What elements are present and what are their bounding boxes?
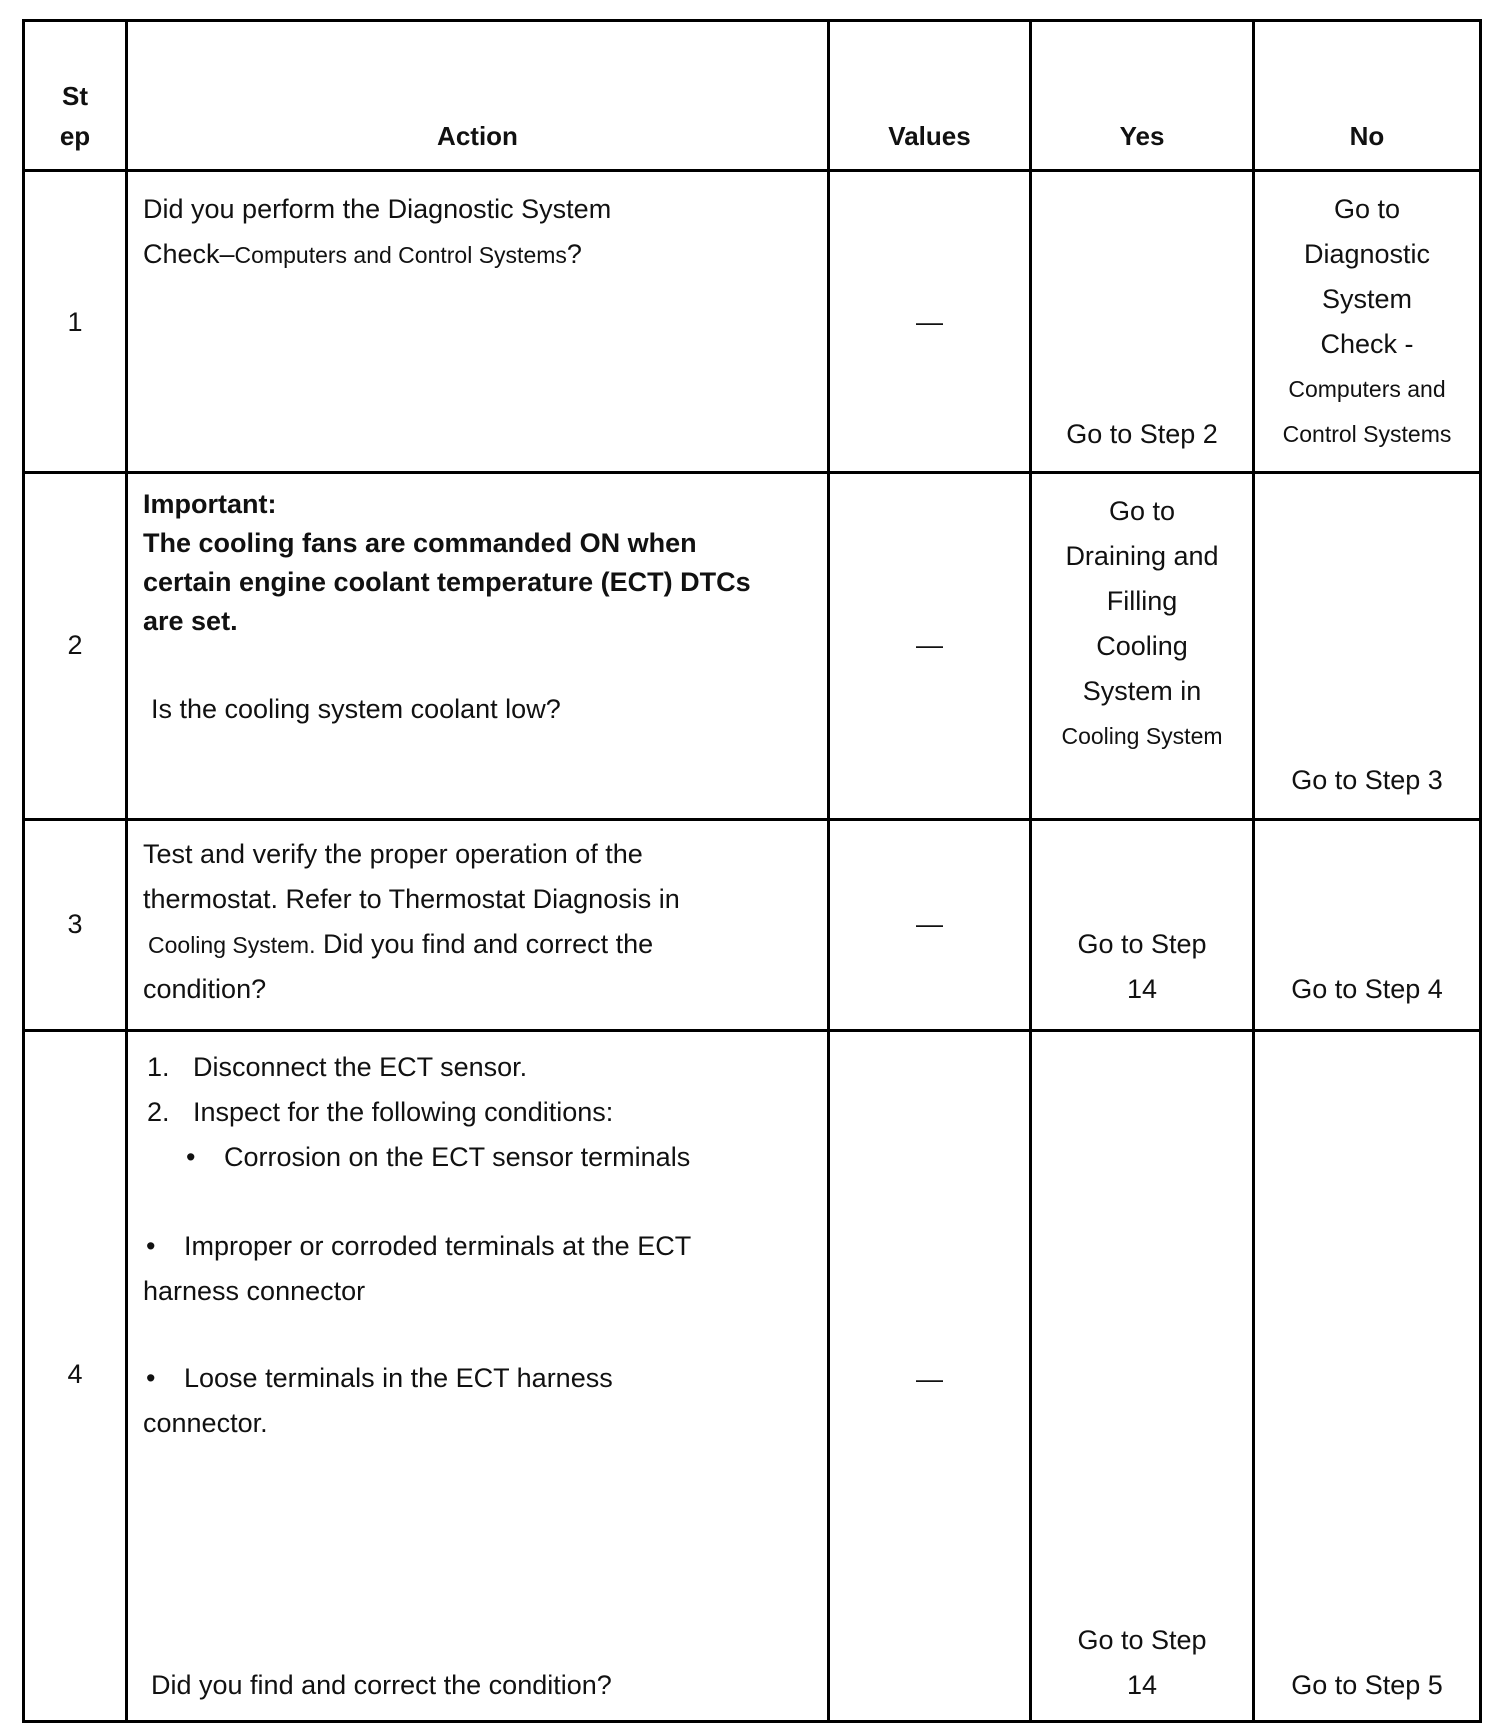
values-dash: — — [916, 630, 943, 660]
col-divider-action — [827, 19, 830, 1723]
important-note: The cooling fans are commanded ON when — [143, 528, 697, 558]
header-no: No — [1349, 121, 1385, 151]
no-action-line: Computers and — [1288, 376, 1446, 402]
header-action: Action — [437, 121, 518, 151]
bullet-glyph: • — [186, 1142, 196, 1172]
header-values: Values — [888, 121, 971, 151]
yes-action-line: Draining and — [1065, 541, 1219, 571]
values-dash: — — [916, 909, 943, 939]
yes-action-line: System in — [1082, 676, 1202, 706]
header-step-line2: ep — [59, 121, 91, 151]
table-border-right — [1479, 19, 1482, 1723]
action-text: Did you perform the Diagnostic System — [143, 194, 612, 224]
action-text: condition? — [143, 974, 267, 1004]
list-item: Disconnect the ECT sensor. — [193, 1052, 528, 1082]
list-item: Improper or corroded terminals at the ECT — [184, 1231, 692, 1261]
yes-action-line: Go to — [1108, 496, 1176, 526]
list-item: Corrosion on the ECT sensor terminals — [224, 1142, 691, 1172]
no-action-line: Go to — [1333, 194, 1401, 224]
step-number: 4 — [67, 1359, 83, 1389]
header-yes: Yes — [1119, 121, 1165, 151]
header-divider — [22, 169, 1482, 172]
yes-action-line: Filling — [1106, 586, 1178, 616]
row-divider-3 — [22, 1029, 1482, 1032]
no-action-line: Control Systems — [1282, 421, 1452, 447]
yes-action: Go to Step 2 — [1066, 419, 1218, 449]
table-border-left — [22, 19, 25, 1723]
step-number: 1 — [67, 307, 83, 337]
yes-action-line: Go to Step — [1077, 1625, 1207, 1655]
yes-action-line: Cooling System — [1061, 723, 1223, 749]
header-step — [25, 76, 125, 156]
no-action-line: System — [1321, 284, 1413, 314]
yes-action-line: Cooling — [1096, 631, 1188, 661]
row-divider-2 — [22, 818, 1482, 821]
values-dash: — — [916, 1364, 943, 1394]
list-number: 1. — [147, 1052, 170, 1082]
list-number: 2. — [147, 1097, 170, 1127]
important-note: certain engine coolant temperature (ECT) DTCs — [143, 567, 751, 597]
action-question: Did you find and correct the condition? — [151, 1670, 612, 1700]
col-divider-values — [1029, 19, 1032, 1723]
list-item: Loose terminals in the ECT harness — [184, 1363, 613, 1393]
bullet-glyph: • — [146, 1231, 156, 1261]
col-divider-step — [125, 19, 128, 1723]
yes-action-line: 14 — [1126, 974, 1158, 1004]
no-action: Go to Step 3 — [1291, 765, 1443, 795]
list-item: connector. — [143, 1408, 268, 1438]
important-label: Important: — [143, 489, 277, 519]
step-number: 2 — [67, 630, 83, 660]
yes-action-line: Go to Step — [1077, 929, 1207, 959]
bullet-glyph: • — [146, 1363, 156, 1393]
action-text: Test and verify the proper operation of the — [143, 839, 643, 869]
no-action: Go to Step 5 — [1291, 1670, 1443, 1700]
doc-reference: Computers and Control Systems — [234, 242, 567, 268]
action-question: Is the cooling system coolant low? — [151, 694, 561, 724]
action-text: thermostat. Refer to Thermostat Diagnosis in — [143, 884, 680, 914]
list-item: Inspect for the following conditions: — [193, 1097, 614, 1127]
header-step-line1: St — [62, 81, 88, 111]
doc-reference: Cooling System. — [148, 932, 316, 958]
action-text: Check–Computers and Control Systems? — [143, 239, 582, 269]
table-border-bottom — [22, 1720, 1482, 1723]
yes-action-line: 14 — [1126, 1670, 1158, 1700]
no-action-line: Check - — [1320, 329, 1414, 359]
no-action-line: Diagnostic — [1303, 239, 1431, 269]
important-note: are set. — [143, 606, 238, 636]
values-dash: — — [916, 307, 943, 337]
list-item: harness connector — [143, 1276, 366, 1306]
table-border-top — [22, 19, 1482, 22]
row-divider-1 — [22, 471, 1482, 474]
action-text: Cooling System. Did you find and correct the — [143, 922, 653, 968]
no-action: Go to Step 4 — [1291, 974, 1443, 1004]
step-number: 3 — [67, 909, 83, 939]
